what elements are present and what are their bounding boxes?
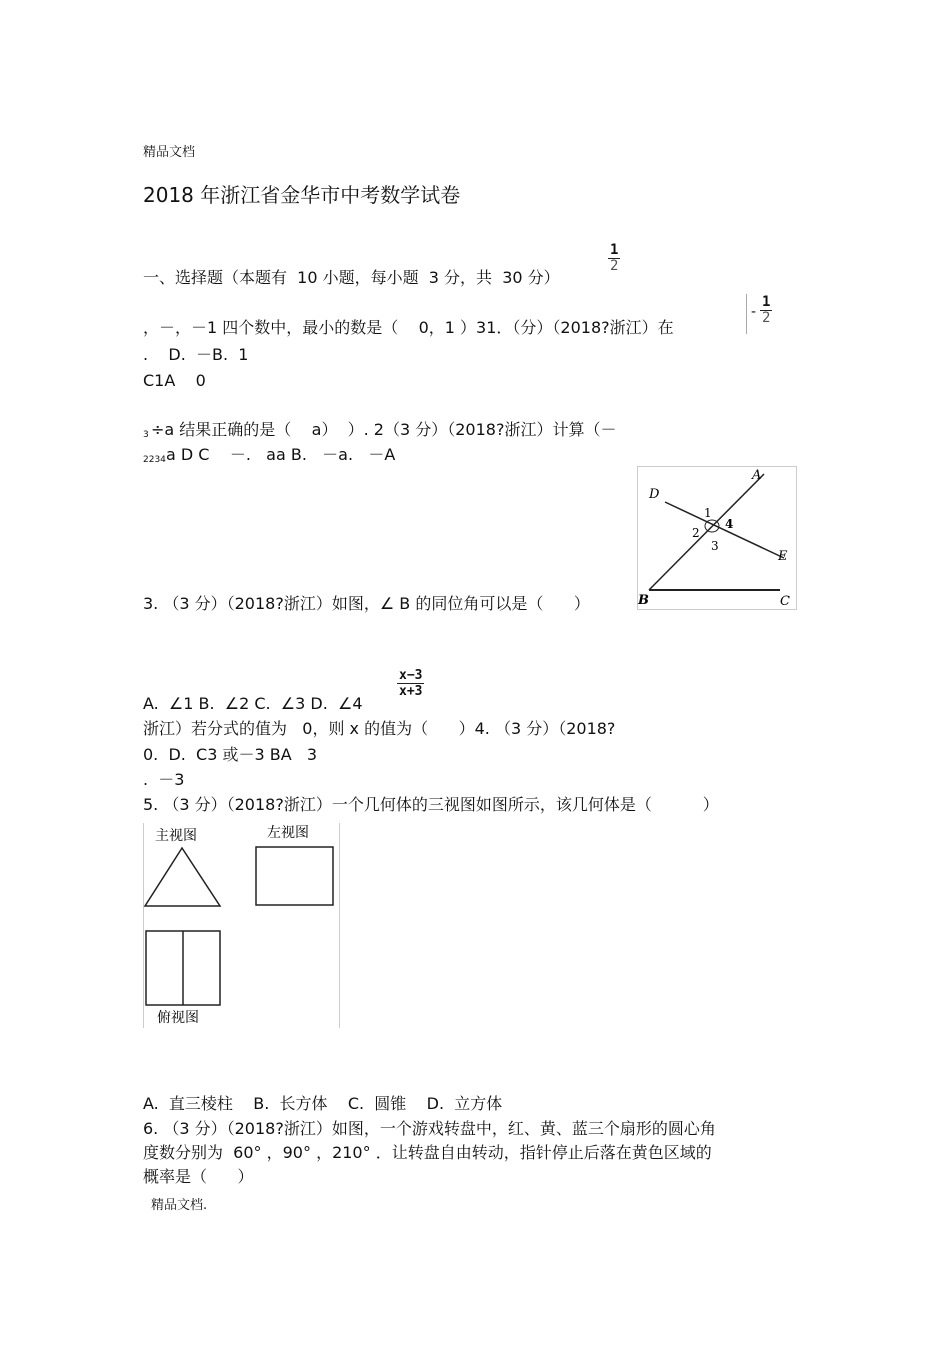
page-footer: 精品文档. xyxy=(151,1198,208,1213)
q2-line1: ÷a 结果正确的是（ a） ）. 2（3 分）（2018?浙江）计算（－ xyxy=(151,420,617,439)
section-heading: 一、选择题（本题有 10 小题，每小题 3 分，共 30 分） xyxy=(143,268,560,287)
fraction-one-half xyxy=(608,243,620,274)
line-ba xyxy=(649,474,764,590)
fraction-denominator: 2 xyxy=(610,258,619,274)
label-top-view: 俯视图 xyxy=(157,1010,199,1026)
label-c: C xyxy=(780,594,790,609)
fraction-denominator: 2 xyxy=(762,310,771,326)
label-angle2: 2 xyxy=(692,526,700,540)
fraction-neg-one-half xyxy=(760,295,772,326)
label-d: D xyxy=(649,487,660,502)
label-angle3: 3 xyxy=(711,539,719,553)
figure-frame xyxy=(638,467,797,610)
q2-line2: a D C －. aa B. －a. －A xyxy=(166,445,396,464)
q5-stem: 5. （3 分）（2018?浙江）一个几何体的三视图如图所示，该几何体是（ ） xyxy=(143,795,719,814)
q4-line1: 浙江）若分式的值为 0，则 x 的值为（ ）4. （3 分）（2018? xyxy=(143,719,616,738)
exam-title: 2018 年浙江省金华市中考数学试卷 xyxy=(143,183,461,207)
q2-subscript: 2234 xyxy=(143,455,166,465)
label-left-view: 左视图 xyxy=(267,825,309,841)
fraction-denominator: x+3 xyxy=(399,684,423,699)
angle-figure xyxy=(637,466,797,610)
three-view-figure xyxy=(143,823,341,1028)
fraction-numerator: 1 xyxy=(762,294,771,310)
q3-options: A. ∠1 B. ∠2 C. ∠3 D. ∠4 xyxy=(143,694,363,713)
q1-line3: C1A 0 xyxy=(143,371,206,390)
label-angle1: 1 xyxy=(704,506,712,520)
fraction-sign: - xyxy=(751,304,757,320)
page-header: 精品文档 xyxy=(143,145,196,160)
label-e: E xyxy=(778,549,788,564)
label-front-view: 主视图 xyxy=(155,828,197,844)
q4-line2: 0. D. C3 或－3 BA 3 xyxy=(143,745,318,764)
q4-line3: . －3 xyxy=(143,770,185,789)
q1-line2: . D. －B. 1 xyxy=(143,345,249,364)
q3-stem: 3. （3 分）（2018?浙江）如图，∠ B 的同位角可以是（ ） xyxy=(143,594,590,613)
fraction-box-edge xyxy=(746,294,747,334)
q1-line1: ，－，－1 四个数中，最小的数是（ 0，1 ）31．（分）（2018?浙江）在 xyxy=(143,318,674,337)
label-angle4: 4 xyxy=(725,517,734,531)
q6-line1: 6. （3 分）（2018?浙江）如图，一个游戏转盘中，红、黄、蓝三个扇形的圆心角 xyxy=(143,1119,716,1138)
q6-line2: 度数分别为 60° ，90° ，210° ．让转盘自由转动，指针停止后落在黄色区域的 xyxy=(143,1143,712,1162)
fraction-numerator: 1 xyxy=(610,242,619,258)
label-b: B xyxy=(638,593,649,608)
fraction-x-minus-3-over-x-plus-3 xyxy=(397,668,424,699)
left-view-rectangle xyxy=(256,847,333,905)
front-view-triangle xyxy=(145,848,220,906)
q2-prefix: 3 xyxy=(143,430,149,440)
q6-line3: 概率是（ ） xyxy=(143,1167,254,1186)
fraction-numerator: x−3 xyxy=(399,668,423,683)
label-a: A xyxy=(752,468,762,483)
q5-options: A. 直三棱柱 B. 长方体 C. 圆锥 D. 立方体 xyxy=(143,1094,503,1113)
